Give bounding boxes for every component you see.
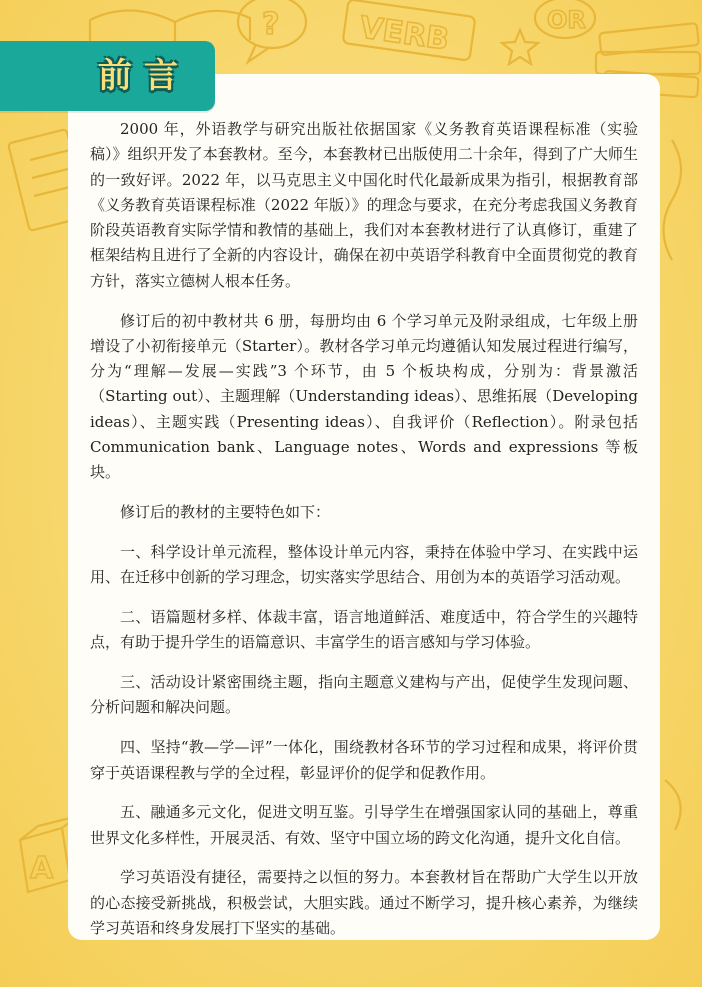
paragraph-feature-2: 二、语篇题材多样、体裁丰富，语言地道鲜活、难度适中，符合学生的兴趣特点，有助于提升学生的语篇意识、丰富学生的语言感知与学习体验。 (90, 608, 638, 652)
paragraph-feature-4: 四、坚持“教—学—评”一体化，围绕教材各环节的学习过程和成果，将评价贯穿于英语课程教与学的全过程，彰显评价的促学和促教作用。 (90, 738, 638, 782)
paragraph-feature-1: 一、科学设计单元流程，整体设计单元内容，秉持在体验中学习、在实践中运用、在迁移中创新的学习理念，切实落实学思结合、用创为本的英语学习活动观。 (90, 542, 638, 587)
paragraph-feature-3: 三、活动设计紧密围绕主题，指向主题意义建构与产出，促使学生发现问题、分析问题和解决问题。 (90, 673, 638, 717)
page-title: 前言 (98, 56, 190, 96)
paragraph-structure: 修订后的初中教材共 6 册，每册均由 6 个学习单元及附录组成，七年级上册增设了小初衔接单元（Starter）。教材各学习单元均遵循认知发展过程进行编写，分为“理解—发展—实践”3 个环节，由 5 个板块构成，分别为：背景激活（Starting out）、主题理解（Understanding ideas）、思维拓展（Developing ideas）、主题实践（Presenting ideas）、自我评价（Reflection）。附录包括 Communication bank、Language notes、Words and expressions 等板块。 (90, 311, 638, 482)
open-book-icon (90, 10, 250, 44)
preface-body (90, 117, 638, 956)
star-icon (502, 30, 538, 64)
paragraph-features-lead: 修订后的教材的主要特色如下： (120, 503, 331, 522)
verb-sign-text: VERB (357, 10, 452, 58)
or-bubble-icon (535, 0, 595, 38)
paragraph-closing: 学习英语没有捷径，需要持之以恒的努力。本套教材旨在帮助广大学生以开放的心态接受新挑战，积极尝试，大胆实践。通过不断学习，提升核心素养，为继续学习英语和终身发展打下坚实的基础。 (90, 868, 638, 938)
verb-sign-icon (343, 0, 476, 61)
letter-block-text: A (30, 851, 54, 886)
or-bubble-text: OR (547, 6, 586, 34)
speech-bubble-icon (238, 0, 306, 62)
question-mark-icon: ? (262, 7, 280, 42)
paragraph-intro: 2000 年，外语教学与研究出版社依据国家《义务教育英语课程标准（实验稿）》组织开发了本套教材。至今，本套教材已出版使用二十余年，得到了广大师生的一致好评。2022 年，以马克思主义中国化时代化最新成果为指引，根据教育部《义务教育英语课程标准（2022 年版）》的理念与要求，在充分考虑我国义务教育阶段英语教育实际学情和教情的基础上，我们对本套教材进行了认真修订，重建了框架结构且进行了全新的内容设计，确保在初中英语学科教育中全面贯彻党的教育方针，落实立德树人根本任务。 (90, 120, 638, 290)
paragraph-feature-5: 五、融通多元文化，促进文明互鉴。引导学生在增强国家认同的基础上，尊重世界文化多样性，开展灵活、有效、坚守中国立场的跨文化沟通，提升文化自信。 (90, 803, 638, 847)
